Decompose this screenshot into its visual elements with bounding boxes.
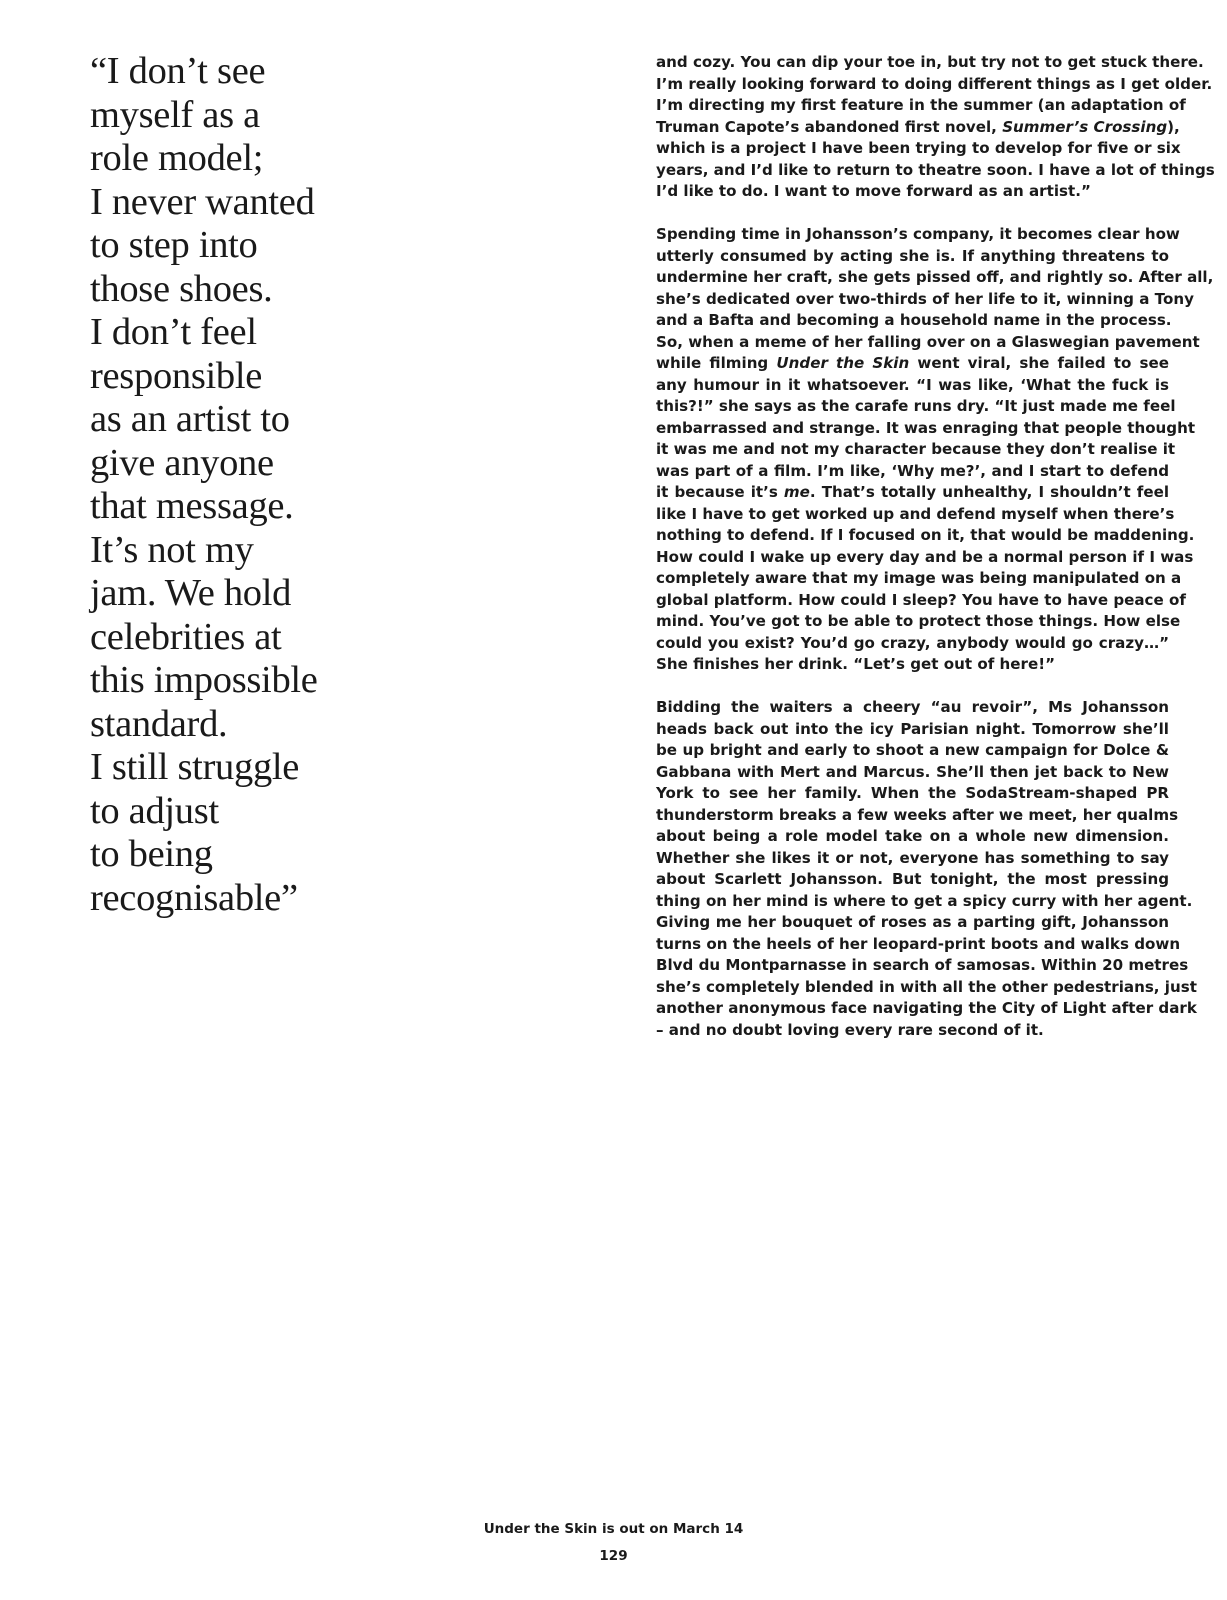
article-line: she’s dedicated over two-thirds of her life to it, winning a Tony — [656, 289, 1194, 308]
article-line: she’s completely blended in with all the other pedestrians, just — [656, 977, 1197, 996]
article-line: like I have to get worked up and defend myself when there’s — [656, 504, 1175, 523]
book-title: Summer’s Crossing — [1002, 117, 1168, 136]
article-text: . That’s totally unhealthy, I shouldn’t feel — [809, 483, 1169, 501]
pull-quote-line: I don’t feel — [90, 311, 257, 353]
article-line: undermine her craft, she gets pissed off, and rightly so. After all, — [656, 268, 1214, 286]
article-text: it because it’s — [656, 483, 784, 501]
article-line: York to see her family. When the SodaStream-shaped PR — [656, 784, 1169, 802]
article-text: went viral, she failed to see — [909, 354, 1169, 372]
article-line: – and no doubt loving every rare second of it. — [656, 1020, 1044, 1039]
article-line: which is a project I have been trying to develop for five or six — [656, 139, 1181, 157]
article-line: nothing to defend. If I focused on it, that would be maddening. — [656, 526, 1195, 544]
pull-quote-line: to being — [90, 833, 213, 875]
article-line: completely aware that my image was being manipulated on a — [656, 569, 1182, 587]
article-line: How could I wake up every day and be a normal person if I was — [656, 547, 1194, 566]
article-line — [656, 117, 1180, 139]
article-line: She finishes her drink. “Let’s get out of here!” — [656, 655, 1056, 673]
article-line: could you exist? You’d go crazy, anybody would go crazy…” — [656, 633, 1169, 652]
article-line: I’d like to do. I want to move forward as an artist.” — [656, 182, 1091, 200]
pull-quote-line: those shoes. — [90, 267, 273, 310]
pull-quote-line: to step into — [90, 224, 258, 266]
article-line: Whether she likes it or not, everyone has something to say — [656, 848, 1169, 867]
article-line: be up bright and early to shoot a new campaign for Dolce & — [656, 741, 1169, 759]
article-line: and a Bafta and becoming a household name in the process. — [656, 311, 1172, 329]
film-title: Under the Skin — [776, 354, 910, 372]
pull-quote-line: role model; — [90, 137, 264, 179]
article-line: turns on the heels of her leopard-print boots and walks down — [656, 934, 1181, 953]
pull-quote-line: to adjust — [90, 789, 219, 832]
pull-quote-line: responsible — [90, 354, 263, 397]
pull-quote-line: that message. — [90, 485, 294, 527]
pull-quote-line: jam. We hold — [90, 572, 292, 614]
pull-quote-line: as an artist to — [90, 398, 290, 440]
emphasis: me — [783, 483, 810, 501]
page-number: 129 — [599, 1548, 628, 1564]
article-text: ), — [1167, 117, 1180, 136]
pull-quote-line: celebrities at — [90, 615, 282, 658]
article-body — [656, 52, 1215, 1063]
article-line: and cozy. You can dip your toe in, but try not to get stuck there. — [656, 53, 1204, 71]
pull-quote-line: recognisable” — [90, 876, 298, 919]
pull-quote-line: It’s not my — [90, 528, 254, 571]
article-line: I’m really looking forward to doing different things as I get older. — [656, 74, 1213, 93]
pull-quote-line: I never wanted — [90, 180, 315, 223]
article-line: another anonymous face navigating the City of Light after dark — [656, 999, 1197, 1017]
article-line: heads back out into the icy Parisian night. Tomorrow she’ll — [656, 719, 1169, 738]
article-paragraph — [656, 697, 1197, 1041]
pull-quote-line: I still struggle — [90, 746, 300, 788]
article-line: any humour in it whatsoever. “I was like, ‘What the fuck is — [656, 375, 1169, 394]
article-line: utterly consumed by acting she is. If anything threatens to — [656, 246, 1169, 265]
article-line — [656, 353, 1169, 375]
article-line: thunderstorm breaks a few weeks after we meet, her qualms — [656, 805, 1179, 824]
article-paragraph — [656, 224, 1214, 676]
article-line: global platform. How could I sleep? You have to have peace of — [656, 590, 1186, 609]
article-line: this?!” she says as the carafe runs dry. “It just made me feel — [656, 397, 1176, 415]
article-line: Bidding the waiters a cheery “au revoir”, Ms Johansson — [656, 698, 1169, 716]
footer-caption: Under the Skin is out on March 14 — [483, 1521, 744, 1537]
pull-quote-line: this impossible — [90, 659, 318, 701]
pull-quote-line: myself as a — [90, 93, 260, 136]
article-line: mind. You’ve got to be able to protect those things. How else — [656, 612, 1181, 630]
article-text: Truman Capote’s abandoned first novel, — [656, 117, 1003, 136]
pull-quote-line: give anyone — [90, 441, 274, 484]
article-line: thing on her mind is where to get a spicy curry with her agent. — [656, 891, 1193, 910]
article-line: Giving me her bouquet of roses as a parting gift, Johansson — [656, 913, 1169, 931]
pull-quote-line: standard. — [90, 702, 228, 745]
article-line: about being a role model take on a whole new dimension. — [656, 827, 1169, 845]
article-line: it was me and not my character because they don’t realise it — [656, 440, 1176, 458]
article-line: Spending time in Johansson’s company, it becomes clear how — [656, 225, 1180, 243]
article-line: So, when a meme of her falling over on a Glaswegian pavement — [656, 332, 1200, 351]
pull-quote — [90, 50, 390, 920]
pull-quote-line: “I don’t see — [90, 50, 266, 92]
article-line: about Scarlett Johansson. But tonight, the most pressing — [656, 870, 1169, 888]
article-paragraph — [656, 52, 1215, 203]
article-line: I’m directing my first feature in the summer (an adaptation of — [656, 96, 1186, 114]
article-line: years, and I’d like to return to theatre soon. I have a lot of things — [656, 160, 1215, 179]
article-line: embarrassed and strange. It was enraging that people thought — [656, 418, 1196, 437]
article-line — [656, 482, 1169, 504]
article-line: was part of a film. I’m like, ‘Why me?’, and I start to defend — [656, 461, 1169, 480]
article-line: Gabbana with Mert and Marcus. She’ll then jet back to New — [656, 762, 1169, 781]
article-text: while filming — [656, 354, 777, 372]
article-line: Blvd du Montparnasse in search of samosas. Within 20 metres — [656, 956, 1189, 974]
